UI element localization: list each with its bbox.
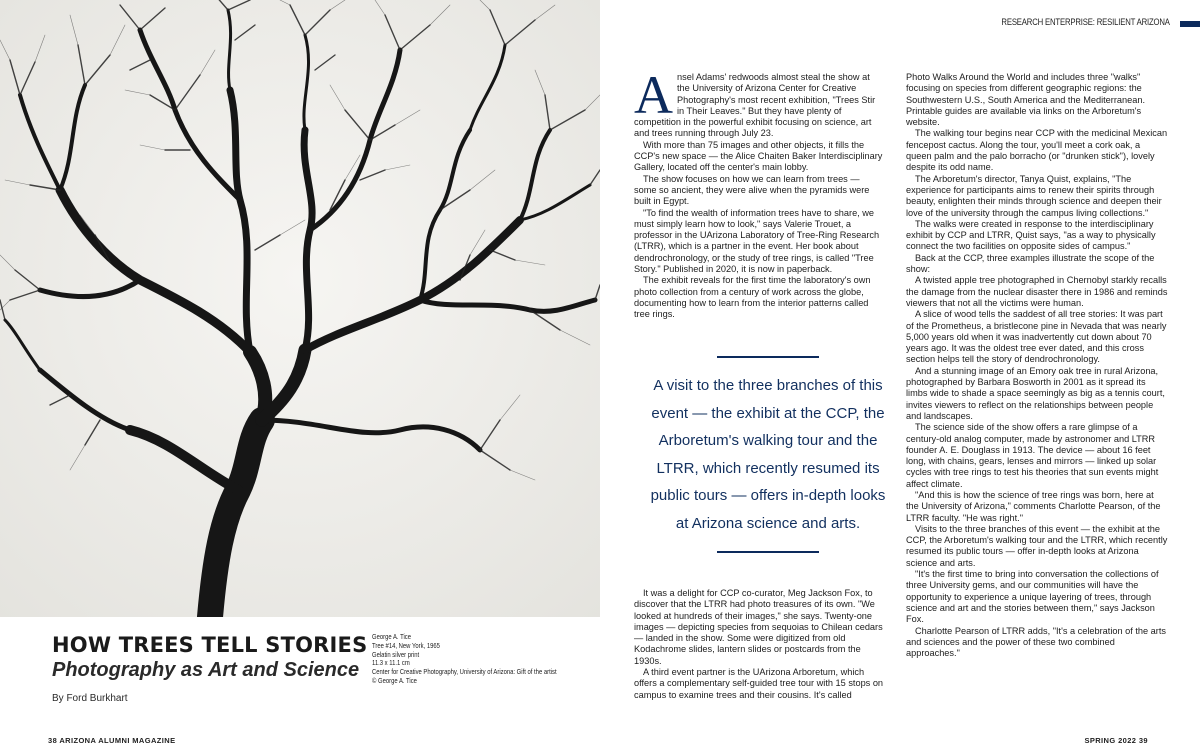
pull-quote	[646, 356, 890, 553]
article-paragraph: Back at the CCP, three examples illustrate the scope of the show:	[906, 252, 1155, 275]
article-column-1-top	[634, 65, 884, 321]
article-paragraph: The science side of the show offers a rare glimpse of a century-old analog computer, made by astronomer and LTRR founder A. E. Douglass in 1913. The device — about 16 feet long, with chains, gears, lenses and mirrors — linked up solar cycles with tree rings to test his theories that sun events might affect climate.	[906, 422, 1159, 489]
caption-line: Gelatin silver print	[372, 649, 420, 659]
caption-line: 11.3 x 11.1 cm	[372, 658, 410, 668]
article-paragraph: It was a delight for CCP co-curator, Meg Jackson Fox, to discover that the LTRR had photo treasures of its own. "We looked at hundreds of their images," she says. Twenty-one images — depicting species from sequoias to Chilean cedars — landed in the show. Some were digitized from old Kodachrome slides, lantern slides or postcards from the 1930s.	[634, 588, 883, 666]
article-paragraph: nsel Adams' redwoods almost steal the show at the University of Arizona Center for Creative Photography's most recent exhibition, "Trees Stir in Their Leaves." But they have plenty of competition in the powerful exhibit focusing on science, art and trees running through July 23.	[634, 72, 876, 139]
article-paragraph: A twisted apple tree photographed in Chernobyl starkly recalls the damage from the nuclear disaster there in 1986 and reminds viewers that not all the victims were human.	[906, 275, 1168, 308]
drop-cap: A	[634, 65, 673, 125]
tree-silhouette	[0, 0, 600, 617]
pull-quote-rule-top	[717, 356, 819, 358]
article-paragraph: The exhibit reveals for the first time the laboratory's own photo collection from a century of work across the globe, documenting how to learn from the interior patterns called tree rings.	[634, 275, 871, 320]
photo-caption	[372, 633, 561, 686]
subhead: Photography as Art and Science	[52, 659, 360, 681]
folio-left: 38 ARIZONA ALUMNI MAGAZINE	[48, 736, 176, 745]
article-paragraph: And a stunning image of an Emory oak tree in rural Arizona, photographed by Barbara Bosworth in 2001 as it spread its limbs wide to shade a space seemingly as big as a tennis court, invites viewers to reflect on the relationships between people and landscapes.	[906, 365, 1165, 421]
article-paragraph: A slice of wood tells the saddest of all tree stories: It was part of the Prometheus, a bristlecone pine in Nevada that was nearly 5,000 years old when it was inadvertently cut down about 70 years ago. It was the oldest tree ever dated, and this cross section helps tell the story of dendrochronology.	[906, 309, 1167, 365]
article-paragraph: The walks were created in response to the interdisciplinary exhibit by CCP and LTRR, Quist says, "as a way to physically connect the two facilities on opposite sides of campus."	[906, 218, 1156, 252]
article-paragraph: "It's the first time to bring into conversation the collections of three University gems, and our communities will have the opportunity to experience a unique layering of trees, through science and art and the stories between them," says Jackson Fox.	[906, 569, 1159, 625]
section-tag: RESEARCH ENTERPRISE: RESILIENT ARIZONA	[1001, 17, 1170, 27]
pull-quote-text: A visit to the three branches of this event — the exhibit at the CCP, the Arboretum's walking tour and the LTRR, which recently resumed its public tours — offers in-depth looks at Arizona science and arts.	[650, 377, 886, 532]
article-paragraph: "And this is how the science of tree rings was born, here at the University of Arizona," comments Charlotte Pearson, of the LTRR faculty. "He was right."	[906, 489, 1161, 523]
caption-line: George A. Tice	[372, 632, 411, 641]
article-paragraph: Visits to the three branches of this event — the exhibit at the CCP, the Arboretum's walking tour and the LTRR, which recently resumed its public tours — offer in-depth looks at Arizona science and arts.	[906, 523, 1168, 568]
section-accent-bar	[1180, 21, 1200, 27]
article-paragraph: Charlotte Pearson of LTRR adds, "It's a celebration of the arts and sciences and the power of these two combined approaches."	[906, 625, 1166, 659]
tree-photograph	[0, 0, 600, 617]
byline: By Ford Burkhart	[52, 693, 128, 704]
article-paragraph: With more than 75 images and other objects, it fills the CCP's new space — the Alice Chaiten Baker Interdisciplinary Gallery, located off the center's main lobby.	[634, 139, 883, 173]
article-paragraph: The walking tour begins near CCP with the medicinal Mexican fencepost cactus. Along the tour, you'll meet a cork oak, a queen palm and the palo borracho (or "drunken stick"), lovely despite its odd name.	[906, 128, 1168, 173]
caption-line: © George A. Tice	[372, 675, 417, 685]
caption-line: Center for Creative Photography, University of Arizona: Gift of the artist	[372, 667, 557, 677]
folio-right: SPRING 2022 39	[1084, 736, 1148, 745]
article-paragraph: A third event partner is the UArizona Arboretum, which offers a complementary self-guided tree tour with 15 stops on campus to examine trees and their cousins. It's called	[634, 667, 884, 700]
article-paragraph: The show focuses on how we can learn from trees — some so ancient, they were alive when the pyramids were built in Egypt.	[634, 173, 870, 207]
headline: HOW TREES TELL STORIES	[52, 633, 368, 657]
article-paragraph: The Arboretum's director, Tanya Quist, explains, "The experience for participants aims to renew their spirits through beauty, enlighten their minds through science and deepen their love of the university through the campus living collections."	[906, 173, 1162, 218]
article-paragraph: Photo Walks Around the World and includes three "walks" focusing on species from different geographic regions: the Southwestern U.S., South America and the Mediterranean. Printable guides are available via links on the Arboretum's website.	[906, 72, 1146, 128]
article-paragraph: "To find the wealth of information trees have to share, we must simply learn how to look," says Valerie Trouet, a professor in the UArizona Laboratory of Tree-Ring Research (LTRR), which is a partner in the event. Her book about dendrochronology, or the study of tree rings, is called "Tree Story." Published in 2020, it is now in paperback.	[634, 207, 880, 275]
caption-line: Tree #14, New York, 1965	[372, 640, 440, 650]
article-column-1-bottom	[634, 588, 884, 701]
pull-quote-rule-bottom	[717, 551, 819, 553]
article-column-2	[906, 72, 1168, 659]
